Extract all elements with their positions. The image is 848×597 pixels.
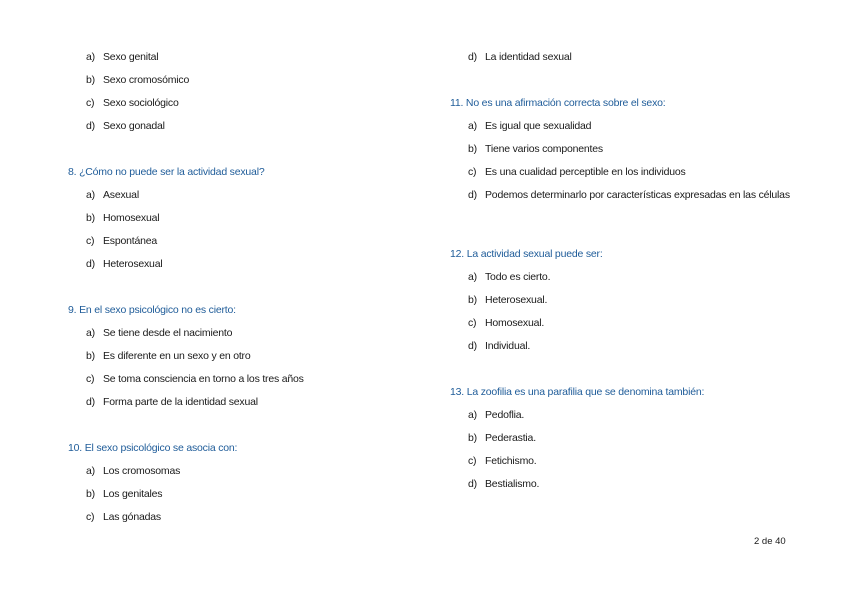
question-9-title: 9. En el sexo psicológico no es cierto: [68,304,236,316]
q13-option-c: c) Fetichismo. [468,455,537,467]
q8-option-b: b) Homosexual [86,212,160,224]
q9-option-a: a) Se tiene desde el nacimiento [86,327,233,339]
q9-option-c: c) Se toma consciencia en torno a los tres años [86,373,304,385]
q12-option-d: d) Individual. [468,340,531,352]
q12-option-c: c) Homosexual. [468,317,545,329]
q13-option-a: a) Pedoflia. [468,409,525,421]
q13-option-b: b) Pederastia. [468,432,536,444]
q8-option-d: d) Heterosexual [86,258,163,270]
q7-option-d: d) Sexo gonadal [86,120,165,132]
q11-option-a: a) Es igual que sexualidad [468,120,592,132]
q8-option-a: a) Asexual [86,189,139,201]
q11-option-c: c) Es una cualidad perceptible en los individuos [468,166,686,178]
question-11-title: 11. No es una afirmación correcta sobre el sexo: [450,97,666,109]
q9-option-d: d) Forma parte de la identidad sexual [86,396,258,408]
q10-option-c: c) Las gónadas [86,511,161,523]
q7-option-b: b) Sexo cromosómico [86,74,190,86]
question-13-title: 13. La zoofilia es una parafilia que se denomina también: [450,386,705,398]
q7-option-a: a) Sexo genital [86,51,159,63]
question-8-title: 8. ¿Cómo no puede ser la actividad sexual? [68,166,265,178]
q12-option-a: a) Todo es cierto. [468,271,551,283]
q10-option-b: b) Los genitales [86,488,163,500]
q11-option-d: d) Podemos determinarlo por características expresadas en las células [468,189,790,201]
q10-option-d: d) La identidad sexual [468,51,572,63]
q7-option-c: c) Sexo sociológico [86,97,179,109]
q9-option-b: b) Es diferente en un sexo y en otro [86,350,251,362]
q8-option-c: c) Espontánea [86,235,158,247]
q10-option-a: a) Los cromosomas [86,465,181,477]
q12-option-b: b) Heterosexual. [468,294,548,306]
q13-option-d: d) Bestialismo. [468,478,540,490]
question-10-title: 10. El sexo psicológico se asocia con: [68,442,238,454]
page-number: 2 de 40 [754,536,786,547]
q11-option-b: b) Tiene varios componentes [468,143,603,155]
question-12-title: 12. La actividad sexual puede ser: [450,248,603,260]
